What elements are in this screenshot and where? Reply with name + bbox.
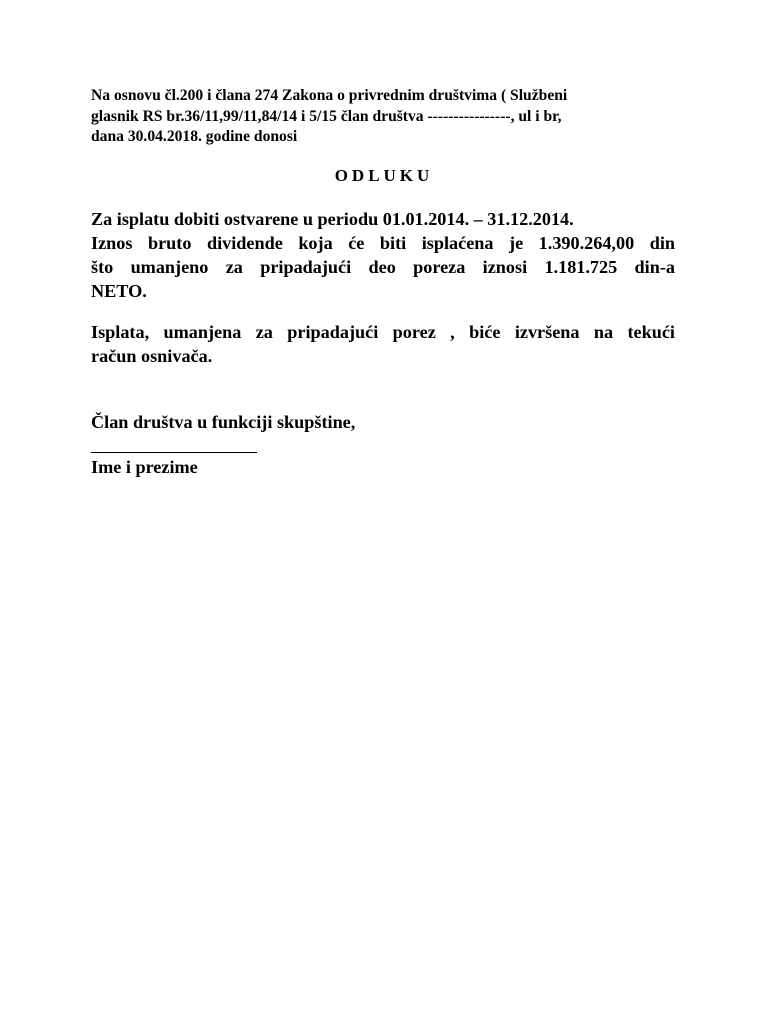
- decision-line-1: Za isplatu dobiti ostvarene u periodu 01.01.2014. – 31.12.2014.: [91, 209, 574, 229]
- decision-line-3: što umanjeno za pripadajući deo poreza iznosi 1.181.725 din-a: [91, 257, 675, 277]
- decision-paragraph: [91, 207, 675, 303]
- preamble-line-3: dana 30.04.2018. godine donosi: [91, 128, 298, 145]
- document-title: ODLUKU: [334, 166, 434, 185]
- payment-line-2: račun osnivača.: [91, 346, 213, 366]
- payment-line-1: Isplata, umanjena za pripadajući porez , biće izvršena na tekući: [91, 322, 675, 342]
- decision-line-2: Iznos bruto dividende koja će biti isplaćena je 1.390.264,00 din: [91, 233, 675, 253]
- name-label: Ime i prezime: [91, 457, 198, 477]
- signature-line: [91, 452, 257, 453]
- decision-line-4: NETO.: [91, 281, 147, 301]
- signature-block: [91, 410, 675, 479]
- preamble-line-1: Na osnovu čl.200 i člana 274 Zakona o privrednim društvima ( Službeni: [91, 87, 568, 104]
- preamble-line-2: glasnik RS br.36/11,99/11,84/14 i 5/15 član društva ----------------, ul i br,: [91, 107, 562, 125]
- payment-paragraph: [91, 320, 675, 368]
- legal-preamble: [91, 86, 681, 148]
- signer-role: Član društva u funkciji skupštine,: [91, 412, 356, 432]
